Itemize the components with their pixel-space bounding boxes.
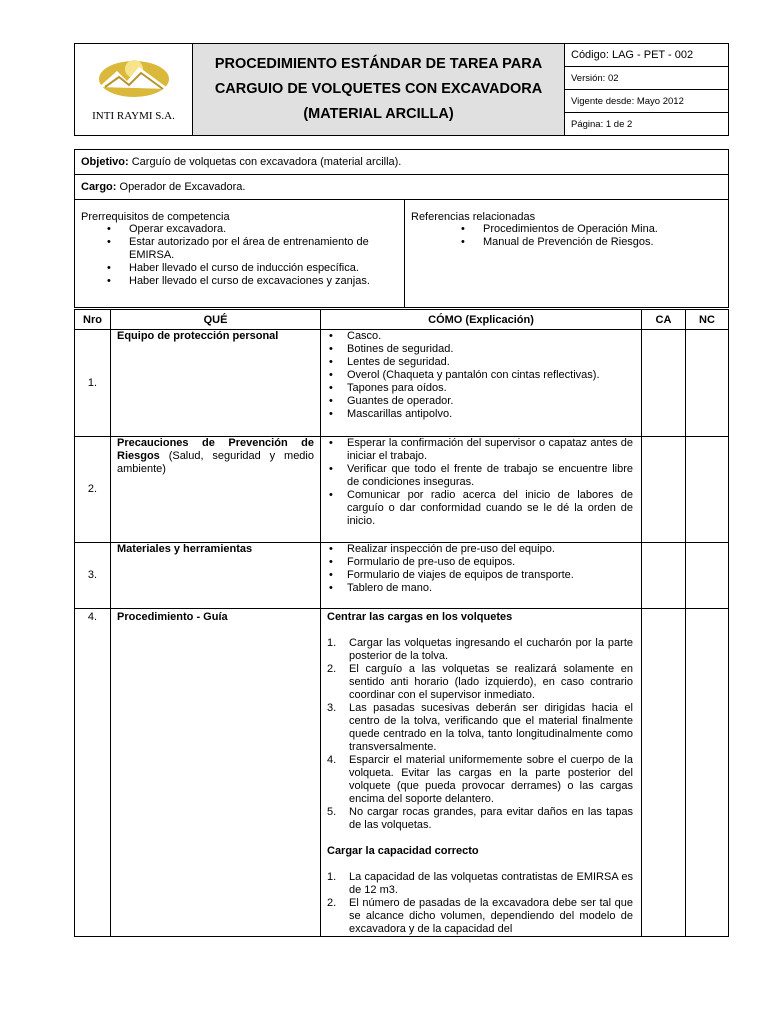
bullet-list	[327, 543, 633, 595]
title-line-2: CARGUIO DE VOLQUETES CON EXCAVADORA	[214, 81, 543, 97]
objective-text: Carguío de volquetas con excavadora (material arcilla).	[128, 156, 402, 168]
list-item: • Mascarillas antipolvo.	[327, 408, 633, 421]
section-title: Centrar las cargas en los volquetes	[327, 611, 513, 623]
list-item: 1. Cargar las volquetas ingresando el cucharón por la parte posterior de la tolva.	[327, 637, 633, 662]
list-item: • Tablero de mano.	[327, 582, 633, 595]
refs-list	[411, 223, 722, 249]
prereq-cell	[75, 200, 405, 308]
numbered-list	[327, 871, 633, 936]
prereq-list	[81, 223, 398, 288]
list-item: • Guantes de operador.	[327, 395, 633, 408]
list-item: 1. La capacidad de las volquetas contratistas de EMIRSA es de 12 m3.	[327, 871, 633, 896]
role-text: Operador de Excavadora.	[116, 181, 246, 193]
header-table	[74, 43, 729, 136]
objective-label: Objetivo:	[81, 156, 129, 168]
row-que	[111, 609, 321, 937]
bullet-list	[327, 437, 633, 528]
row-que	[111, 437, 321, 543]
list-item: • Realizar inspección de pre-uso del equipo.	[327, 543, 633, 556]
list-item: • Tapones para oídos.	[327, 382, 633, 395]
procedure-table	[74, 309, 729, 937]
que-detail: (Salud, seguridad y medio ambiente)	[117, 450, 314, 475]
list-item: • Lentes de seguridad.	[327, 356, 633, 369]
col-header-nro: Nro	[75, 310, 111, 330]
ca-cell	[642, 609, 686, 937]
row-como	[321, 437, 642, 543]
nc-cell	[686, 437, 729, 543]
list-item: • Overol (Chaqueta y pantalón con cintas reflectivas).	[327, 369, 633, 382]
list-item: 5. No cargar rocas grandes, para evitar daños en las tapas de las volquetas.	[327, 806, 633, 831]
numbered-list	[327, 637, 633, 832]
title-line-1: PROCEDIMIENTO ESTÁNDAR DE TAREA PARA	[214, 56, 543, 72]
prereq-item: • Estar autorizado por el área de entrenamiento de EMIRSA.	[129, 236, 398, 262]
doc-page: Página: 1 de 2	[565, 113, 729, 136]
title-line-3: (MATERIAL ARCILLA)	[303, 106, 454, 122]
ref-item: • Manual de Prevención de Riesgos.	[483, 236, 722, 249]
row-number: 1.	[75, 330, 111, 437]
info-table	[74, 149, 729, 308]
prereq-title: Prerrequisitos de competencia	[81, 211, 230, 223]
role-row	[75, 175, 729, 200]
ca-cell	[642, 437, 686, 543]
list-item: • Formulario de viajes de equipos de transporte.	[327, 569, 633, 582]
bullet-list	[327, 330, 633, 421]
ref-item: • Procedimientos de Operación Mina.	[483, 223, 722, 236]
prereq-item: • Haber llevado el curso de inducción específica.	[129, 262, 398, 275]
row-que	[111, 543, 321, 609]
row-como	[321, 330, 642, 437]
row-que	[111, 330, 321, 437]
company-name: INTI RAYMI S.A.	[92, 110, 175, 122]
row-como	[321, 543, 642, 609]
doc-version: Versión: 02	[565, 67, 729, 90]
nc-cell	[686, 330, 729, 437]
company-logo-icon	[95, 57, 173, 103]
col-header-ca: CA	[642, 310, 686, 330]
nc-cell	[686, 543, 729, 609]
list-item: • Esperar la confirmación del supervisor o capataz antes de iniciar el trabajo.	[327, 437, 633, 463]
list-item: • Casco.	[327, 330, 633, 343]
que-title: Materiales y herramientas	[117, 543, 253, 555]
objective-row	[75, 150, 729, 175]
list-item: 2. El carguío a las volquetas se realizará solamente en sentido anti horario (lado izquierdo), en caso contrario coordinar con el supervisor inmediato.	[327, 663, 633, 701]
title-cell	[193, 44, 565, 136]
section-title: Cargar la capacidad correcto	[327, 845, 479, 857]
refs-cell	[405, 200, 729, 308]
que-title: Equipo de protección personal	[117, 330, 279, 342]
prereq-item: • Haber llevado el curso de excavaciones y zanjas.	[129, 275, 398, 288]
refs-title: Referencias relacionadas	[411, 211, 536, 223]
table-row	[75, 609, 729, 937]
row-number: 4.	[75, 609, 111, 937]
doc-valid-from: Vigente desde: Mayo 2012	[565, 90, 729, 113]
row-number: 2.	[75, 437, 111, 543]
que-title: Procedimiento - Guía	[117, 611, 228, 623]
table-row	[75, 330, 729, 437]
col-header-como: CÓMO (Explicación)	[321, 310, 642, 330]
list-item: • Botines de seguridad.	[327, 343, 633, 356]
ca-cell	[642, 543, 686, 609]
list-item: • Formulario de pre-uso de equipos.	[327, 556, 633, 569]
prereq-item: • Operar excavadora.	[129, 223, 398, 236]
col-header-que: QUÉ	[111, 310, 321, 330]
table-row	[75, 437, 729, 543]
ca-cell	[642, 330, 686, 437]
list-item: 4. Esparcir el material uniformemente sobre el cuerpo de la volqueta. Evitar las cargas en la parte posterior del volquete (que pueda provocar derrames) o las cargas encima del soporte delantero.	[327, 754, 633, 805]
list-item: 2. El número de pasadas de la excavadora debe ser tal que se alcance dicho volumen, dependiendo del modelo de excavadora y de la capacidad del	[327, 897, 633, 935]
row-number: 3.	[75, 543, 111, 609]
list-item: 3. Las pasadas sucesivas deberán ser dirigidas hacia el centro de la tolva, verificando que el material finalmente quede centrado en la tolva, tanto longitudinalmente como transversalmente.	[327, 702, 633, 753]
role-label: Cargo:	[81, 181, 117, 193]
col-header-nc: NC	[686, 310, 729, 330]
que-title: Precauciones de Prevención de Riesgos	[117, 437, 314, 462]
logo-cell	[75, 44, 193, 136]
row-como	[321, 609, 642, 937]
nc-cell	[686, 609, 729, 937]
doc-code: Código: LAG - PET - 002	[565, 44, 729, 67]
table-row	[75, 543, 729, 609]
list-item: • Verificar que todo el frente de trabajo se encuentre libre de condiciones inseguras.	[327, 463, 633, 489]
list-item: • Comunicar por radio acerca del inicio de labores de carguío o dar conformidad cuando se le dé la orden de inicio.	[327, 489, 633, 528]
